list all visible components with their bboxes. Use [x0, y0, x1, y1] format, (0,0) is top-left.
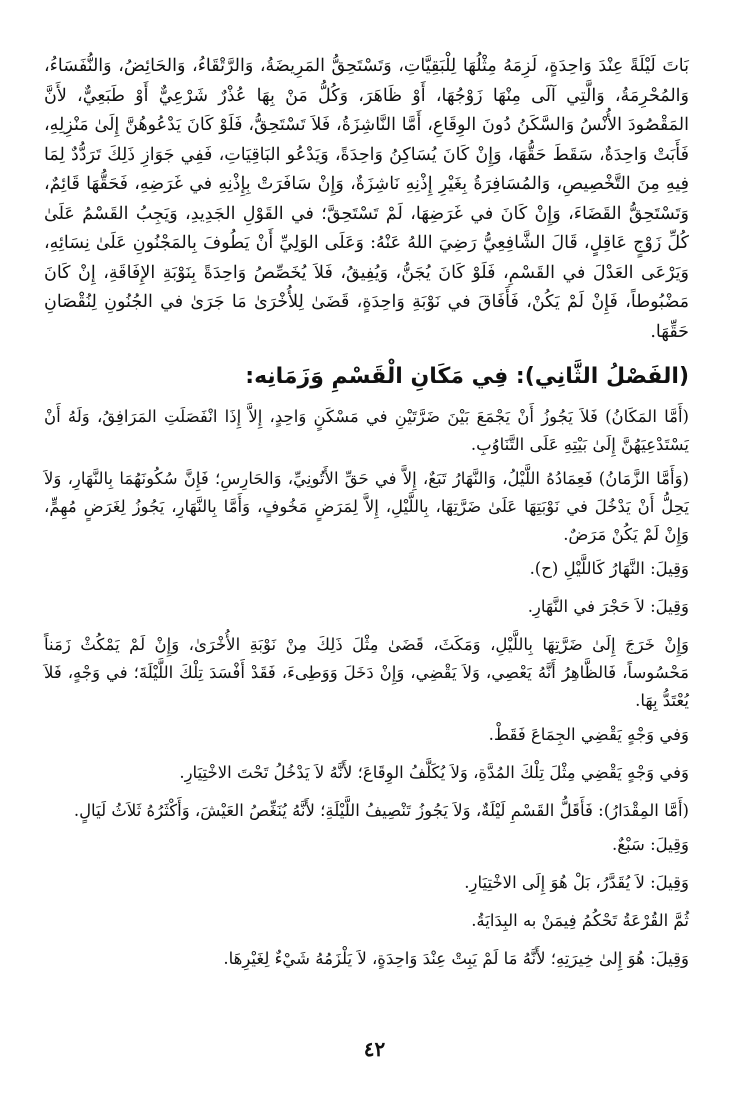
paragraph-opinion-choice: وَقِيلَ: لاَ يُقَدَّرُ، بَلْ هُوَ إِلَى الاخْتِيَارِ.: [464, 873, 689, 892]
paragraph-leaving-at-night: وَإِنْ خَرَجَ إِلَىٰ ضَرَّتِهَا بِاللَّيْلِ، وَمَكَثَ، قَضَىٰ مِثْلَ ذَلِكَ مِنْ نَوْبَةِ الأُخْرَىٰ، وَإِنْ لَمْ يَمْكُثْ زَمَناً مَحْسُوساً، فَالظَّاهِرُ أَنَّهُ يَعْصِي، وَلاَ يَقْضِي، وَإِنْ دَخَلَ وَوَطِىءَ، فَقَدْ أَفْسَدَ تِلْكَ اللَّيْلَةَ؛ في وَجْهٍ، فَلاَ يُعْتَدُّ بِهَا.: [44, 635, 689, 710]
paragraph-opinion-his-choice: وَقِيلَ: هُوَ إِلىٰ خِيرَتِهِ؛ لأَنَّهُ مَا لَمْ يَبِتْ عِنْدَ وَاحِدَةٍ، لاَ يَلْزَمُهُ شَيْءٌ لِغَيْرِهَا.: [223, 949, 689, 968]
paragraph-place: (أَمَّا المَكَانُ) فَلاَ يَجُوزُ أَنْ يَجْمَعَ بَيْنَ ضَرَّتَيْنِ في مَسْكَنٍ وَاحِدٍ، إِلاَّ إِذَا انْفَصَلَتِ المَرَافِقُ، وَلَهُ أَنْ يَسْتَدْعِيَهُنَّ إِلَىٰ بَيْتِهِ عَلَى التَّنَاوُبِ.: [44, 407, 689, 454]
page-number: ٤٢: [363, 1037, 386, 1061]
intro-paragraph: بَاتَ لَيْلَةً عِنْدَ وَاحِدَةٍ، لَزِمَهُ مِثْلُهَا لِلْبَقِيَّاتِ، وَتَسْتَحِقُّ المَرِيضَةُ، وَالرَّتْقَاءُ، وَالحَائِضُ، وَالنُّفَسَاءُ، وَالمُحْرِمَةُ، وَالَّتِي آلَى مِنْهَا زَوْجُهَا، أَوْ ظَاهَرَ، وَكُلُّ مَنْ بِهَا عُذْرٌ شَرْعِيٌّ أَوْ طَبَعِيٌّ، لأَنَّ المَقْصُودَ الأُنْسُ وَالسَّكَنُ دُونَ الوِقَاعِ، أَمَّا النَّاشِزَةُ، فَلاَ تَسْتَحِقُّ، فَلَوْ كَانَ يَدْعُوهُنَّ إِلَىٰ مَنْزِلِهِ، فَأَبَتْ وَاحِدَةٌ، سَقَطَ حَقُّهَا، وَإِنْ كَانَ يُسَاكِنُ وَاحِدَةً، وَيَدْعُو البَاقِيَاتِ، فَفِي جَوَازِ ذَلِكَ تَرَدُّدٌ لِمَا فِيهِ مِنَ التَّخْصِيصِ، وَالمُسَافِرَةُ بِغَيْرِ إِذْنِهِ نَاشِزَةٌ، وَإِنْ سَافَرَتْ بِإِذْنِهِ في غَرَضِهِ، فَحَقُّهَا قَائِمٌ، وَتَسْتَحِقُّ القَضَاءَ، وَإِنْ كَانَ في غَرَضِهَا، لَمْ تَسْتَحِقَّ؛ في القَوْلِ الجَدِيدِ، وَيَجِبُ القَسْمُ عَلَىٰ كُلِّ زَوْجٍ عَاقِلٍ، قَالَ الشَّافِعِيُّ رَضِيَ اللهُ عَنْهُ: وَعَلَى الوَلِيِّ أَنْ يَطُوفَ بِالمَجْنُونِ عَلَىٰ نِسَائِهِ، وَيَرْعَى العَدْلَ في القَسْمِ، فَلَوْ كَانَ يُجَنُّ، وَيُفِيقُ، فَلاَ يُخَصِّصُ وَاحِدَةً بِنَوْبَةِ الإِفَاقَةِ، إِنْ كَانَ مَضْبُوطاً، فَإِنْ لَمْ يَكُنْ، فَأَفَاقَ في نَوْبَةِ وَاحِدَةٍ، قَضَىٰ لِلأُخْرَىٰ مَا جَرَىٰ في الجُنُونِ لِنُقْصَانِ حَقِّهَا.: [44, 56, 689, 342]
section-heading: (الفَصْلُ الثَّانِي): فِي مَكَانِ الْقَسْمِ وَزَمَانِه:: [245, 364, 689, 389]
paragraph-amount: (أَمَّا المِقْدَارُ): فَأَقَلُّ القَسْمِ لَيْلَةٌ، وَلاَ يَجُوزُ تَنْصِيفُ اللَّيْلَةِ؛ لأَنَّهُ يُنَغِّصُ العَيْشَ، وَأَكْثَرُهُ ثَلاَثُ لَيَالٍ.: [73, 801, 689, 820]
paragraph-view-intercourse: وَفي وَجْهٍ يَقْضِي الجِمَاعَ فَقَطْ.: [488, 725, 689, 744]
paragraph-lottery: ثُمَّ القُرْعَةُ تَحْكُمُ فِيمَنْ به البِدَايَةُ.: [471, 911, 689, 930]
paragraph-opinion-day-like-night: وَقِيلَ: النَّهَارُ كَاللَّيْلِ (ح).: [529, 559, 689, 578]
paragraph-opinion-no-restriction: وَقِيلَ: لاَ حَجْرَ في النَّهَارِ.: [527, 597, 689, 616]
paragraph-view-duration: وَفي وَجْهٍ يَقْضِي مِثْلَ تِلْكَ المُدَّةِ، وَلاَ يُكَلَّفُ الوِقَاعَ؛ لأَنَّهُ لاَ يَدْخُلُ تَحْتَ الاخْتِيَارِ.: [179, 763, 689, 782]
paragraph-opinion-seven: وَقِيلَ: سَبْعٌ.: [612, 835, 689, 854]
paragraph-time: (وَأَمَّا الزَّمَانُ) فَعِمَادُهُ اللَّيْلُ، وَالنَّهَارُ تَبَعٌ، إِلاَّ في حَقِّ الأَتُونِيِّ، وَالحَارِسِ؛ فَإِنَّ سُكُونَهُمَا بِالنَّهَارِ، وَلاَ يَحِلُّ أَنْ يَدْخُلَ في نَوْبَتِهَا عَلَىٰ ضَرَّتِهَا، بِاللَّيْلِ، إِلاَّ لِمَرَضٍ مَخُوفٍ، وَأَمَّا بِالنَّهَارِ، يَجُوزُ لِغَرَضٍ مُهِمٍّ، وَإِنْ لَمْ يَكُنْ مَرَضٌ.: [44, 469, 689, 544]
